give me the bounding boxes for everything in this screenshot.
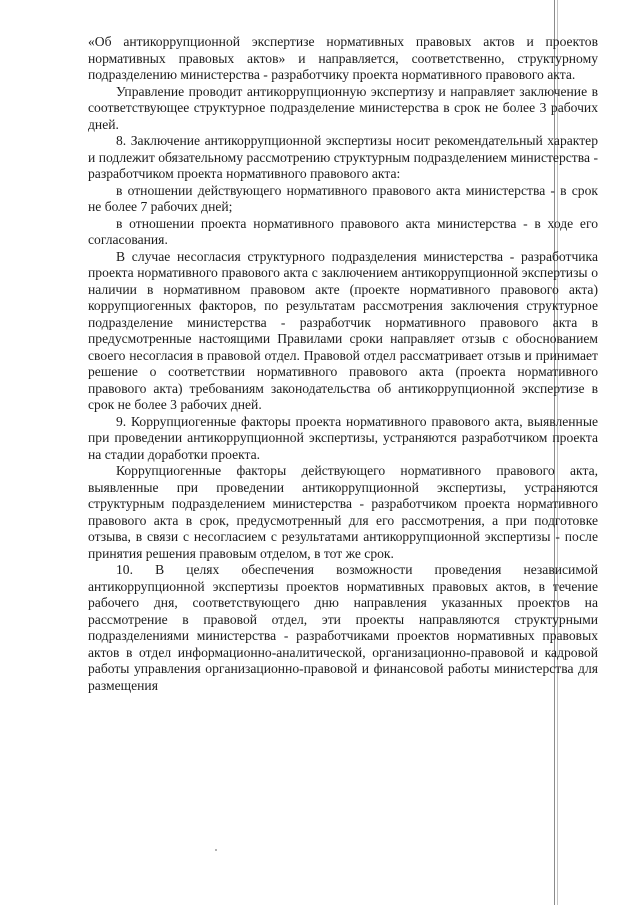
paragraph: 8. Заключение антикоррупционной экспертизы носит рекомендательный характер и подлежит обязательному рассмотрению структурным подразделением министерства - разработчиком проекта нормативного правового акта: <box>88 133 598 181</box>
paragraph: «Об антикоррупционной экспертизе нормативных правовых актов и проектов нормативных правовых актов» и направляется, соответственно, структурному подразделению министерства - разработчику проекта нормативного правового акта. <box>88 34 598 82</box>
paragraph: в отношении проекта нормативного правового акта министерства - в ходе его согласования. <box>88 215 598 247</box>
paragraph: В случае несогласия структурного подразделения министерства - разработчика проекта нормативного правового акта с заключением антикоррупционной экспертизы о наличии в нормативном правовом акте (проекте нормативного правового акта) коррупциогенных факторов, по результатам рассмотрения заключения структурное подразделение министерства - разработчик нормативного правового акта в предусмотренные настоящими Правилами сроки направляет отзыв с обоснованием своего несогласия в правовой отдел. Правовой отдел рассматривает отзыв и принимает решение о соответствии нормативного правового акта (проекта нормативного правового акта) требованиям законодательства об антикоррупционной экспертизе в срок не более 3 рабочих дней. <box>88 248 598 412</box>
scan-speck <box>215 849 217 851</box>
document-body <box>88 34 598 694</box>
paragraph: 10. В целях обеспечения возможности проведения независимой антикоррупционной экспертизы проектов нормативных правовых актов, в течение рабочего дня, соответствующего дню направления указанных проектов на рассмотрение в правовой отдел, эти проекты направляются структурными подразделениями министерства - разработчиками проектов нормативных правовых актов в отдел информационно-аналитической, организационно-правовой и кадровой работы управления организационно-правовой и финансовой работы министерства для размещения <box>88 562 598 693</box>
paragraph: Управление проводит антикоррупционную экспертизу и направляет заключение в соответствующее структурное подразделение министерства в срок не более 3 рабочих дней. <box>88 83 598 132</box>
paragraph: Коррупциогенные факторы действующего нормативного правового акта, выявленные при проведении антикоррупционной экспертизы, устраняются структурным подразделением министерства - разработчиком проекта нормативного правового акта в срок, предусмотренный для его рассмотрения, а при подготовке отзыва, в связи с несогласием с результатами антикоррупционной экспертизы - после принятия решения правовым отделом, в тот же срок. <box>88 463 598 561</box>
paragraph: в отношении действующего нормативного правового акта министерства - в срок не более 7 рабочих дней; <box>88 182 598 214</box>
paragraph: 9. Коррупциогенные факторы проекта нормативного правового акта, выявленные при проведении антикоррупционной экспертизы, устраняются разработчиком проекта на стадии доработки проекта. <box>88 413 598 462</box>
